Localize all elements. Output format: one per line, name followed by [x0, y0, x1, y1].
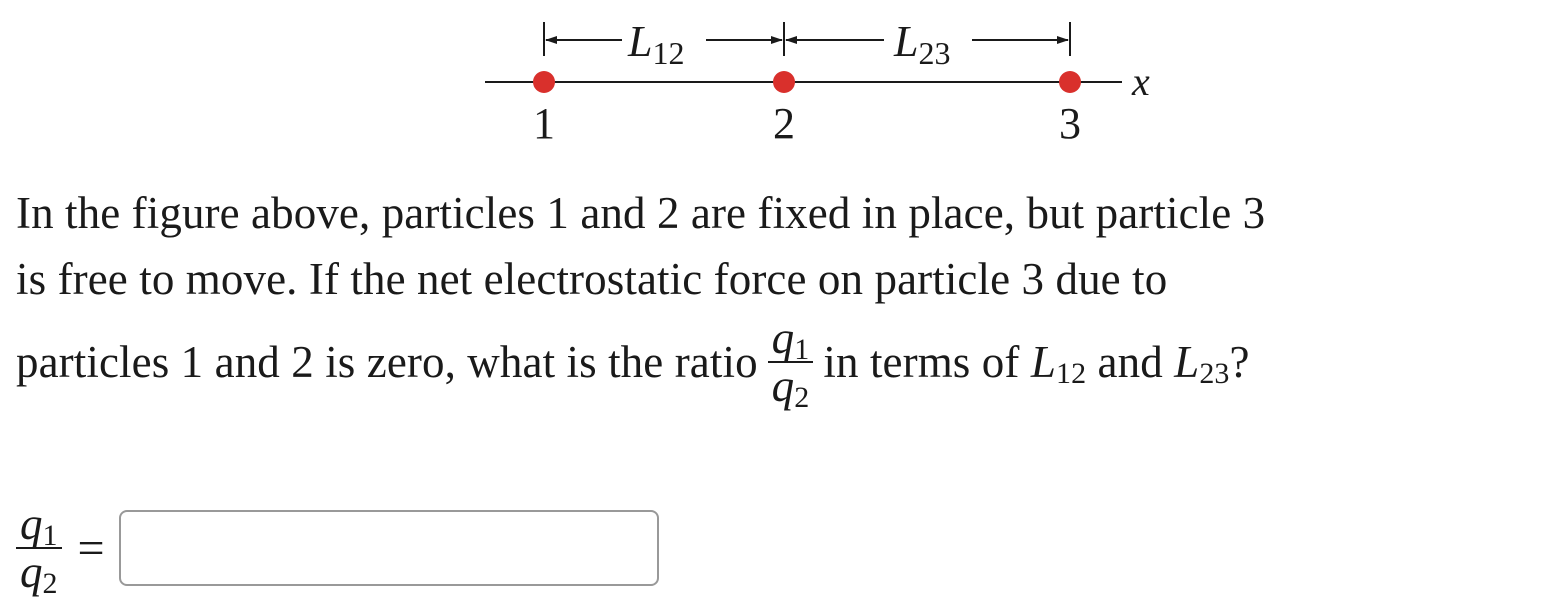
particle-1-label: 1 [533, 99, 555, 148]
answer-fraction [16, 499, 62, 600]
answer-numerator: $q_1$ [16, 501, 62, 549]
dim-label-12: L12 [628, 17, 685, 71]
symbol-L23: $L_{23}$ [1174, 337, 1230, 390]
answer-input[interactable] [119, 510, 659, 586]
question-line-2: is free to move. If the net electrostatic force on particle 3 due to [16, 254, 1168, 304]
word-and: and [1097, 337, 1163, 387]
answer-row [16, 488, 659, 608]
symbol-L12: $L_{12}$ [1030, 337, 1087, 390]
particle-1 [533, 71, 555, 93]
particle-3 [1059, 71, 1081, 93]
ratio-numerator: $q_1$ [768, 315, 814, 363]
ratio-denominator: $q_2$ [771, 361, 810, 414]
particle-3-label: 3 [1059, 99, 1081, 148]
question-mark: ? [1229, 337, 1250, 387]
answer-denominator: $q_2$ [20, 547, 58, 600]
x-axis-label: x [1132, 59, 1150, 104]
dim-label-23: L23 [894, 17, 951, 71]
ratio-fraction [768, 313, 814, 414]
question-line-3-mid: in terms of [823, 337, 1020, 387]
question-text [16, 180, 1551, 420]
equals-sign: = [77, 521, 105, 575]
particle-figure [0, 0, 1559, 160]
question-line-3 [16, 304, 1551, 420]
question-line-1: In the figure above, particles 1 and 2 are fixed in place, but particle 3 [16, 188, 1266, 238]
question-line-3-start: particles 1 and 2 is zero, what is the ratio [16, 337, 758, 387]
particle-2 [773, 71, 795, 93]
particle-2-label: 2 [773, 99, 795, 148]
